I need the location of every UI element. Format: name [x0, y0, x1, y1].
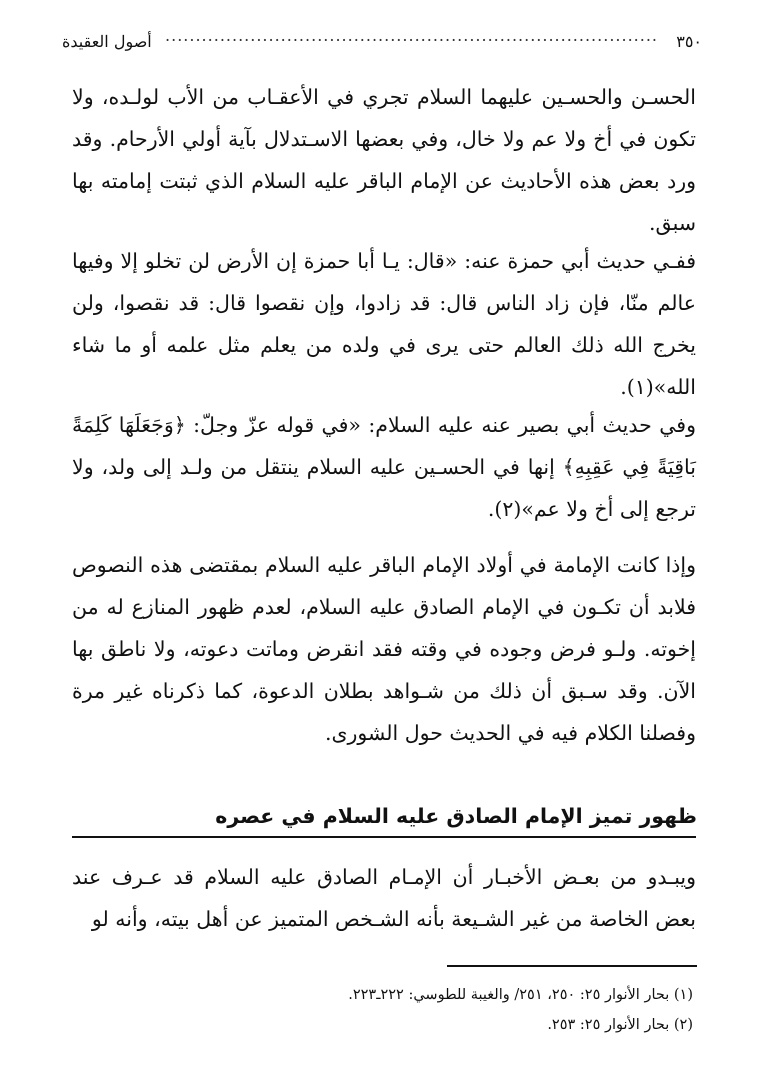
footnote-separator: [447, 965, 697, 967]
footnote-1: (١) بحار الأنوار ٢٥: ٢٥٠، ٢٥١/ والغيبة للطوسي: ٢٢٢ـ٢٢٣.: [348, 987, 693, 1003]
paragraph-continuation: الحسـن والحسـين عليهما السلام تجري في الأعقـاب من الأب لولـده، ولا تكون في أخ ولا عم ولا خال، وفي بعضها الاسـتدلال بآية أولي الأرحام. وقد ورد بعض هذه الأحاديث عن الإمام الباقر عليه السلام الذي ثبتت إمامته بها سبق.: [72, 85, 696, 235]
paragraph-imamate-argument: وإذا كانت الإمامة في أولاد الإمام الباقر عليه السلام بمقتضى هذه النصوص فلابد أن تكـون في الإمام الصادق عليه السلام، لعدم ظهور المنازع له من إخوته. ولـو فرض وجوده في وقته فقد انقرض وماتت دعوته، ولا ناطق بها الآن. وقد سـبق أن ذلك من شـواهد بطلان الدعوة، كما ذكرناه غير مرة وفصلنا الكلام فيه في الحديث حول الشورى.: [72, 553, 696, 745]
header-dot-leader: [164, 24, 658, 48]
paragraph-abu-basir-hadith: وفي حديث أبي بصير عنه عليه السلام: «في قوله عزّ وجلّ: ﴿وَجَعَلَهَا كَلِمَةً بَاقِيَةً فِي عَقِبِهِ﴾ إنها في الحسـين عليه السلام ينتقل من ولـد إلى ولد، ولا ترجع إلى أخ ولا عم»(٢).: [72, 413, 696, 521]
paragraph-abu-hamza-hadith: ففـي حديث أبي حمزة عنه: «قال: يـا أبا حمزة إن الأرض لن تخلو إلا وفيها عالم منّا، فإن زاد الناس قال: قد زادوا، وإن نقصوا قال: قد نقصوا، ولن يخرج الله ذلك العالم حتى يرى في ولده من يعلم مثل علمه أو ما شاء الله»(١).: [72, 249, 696, 399]
section-heading-underline: [72, 836, 696, 838]
paragraph-section-opening: ويبـدو من بعـض الأخبـار أن الإمـام الصادق عليه السلام قد عـرف عند بعض الخاصة من غير الشـيعة بأنه الشـخص المتميز عن أهل بيته، وأنه لو: [72, 865, 696, 931]
book-title: أصول العقيدة: [62, 32, 152, 51]
section-heading: ظهور تميز الإمام الصادق عليه السلام في عصره: [215, 804, 697, 828]
footnote-2: (٢) بحار الأنوار ٢٥: ٢٥٣.: [547, 1017, 693, 1033]
page-number: ٣٥٠: [676, 32, 702, 51]
running-header: [62, 30, 702, 54]
